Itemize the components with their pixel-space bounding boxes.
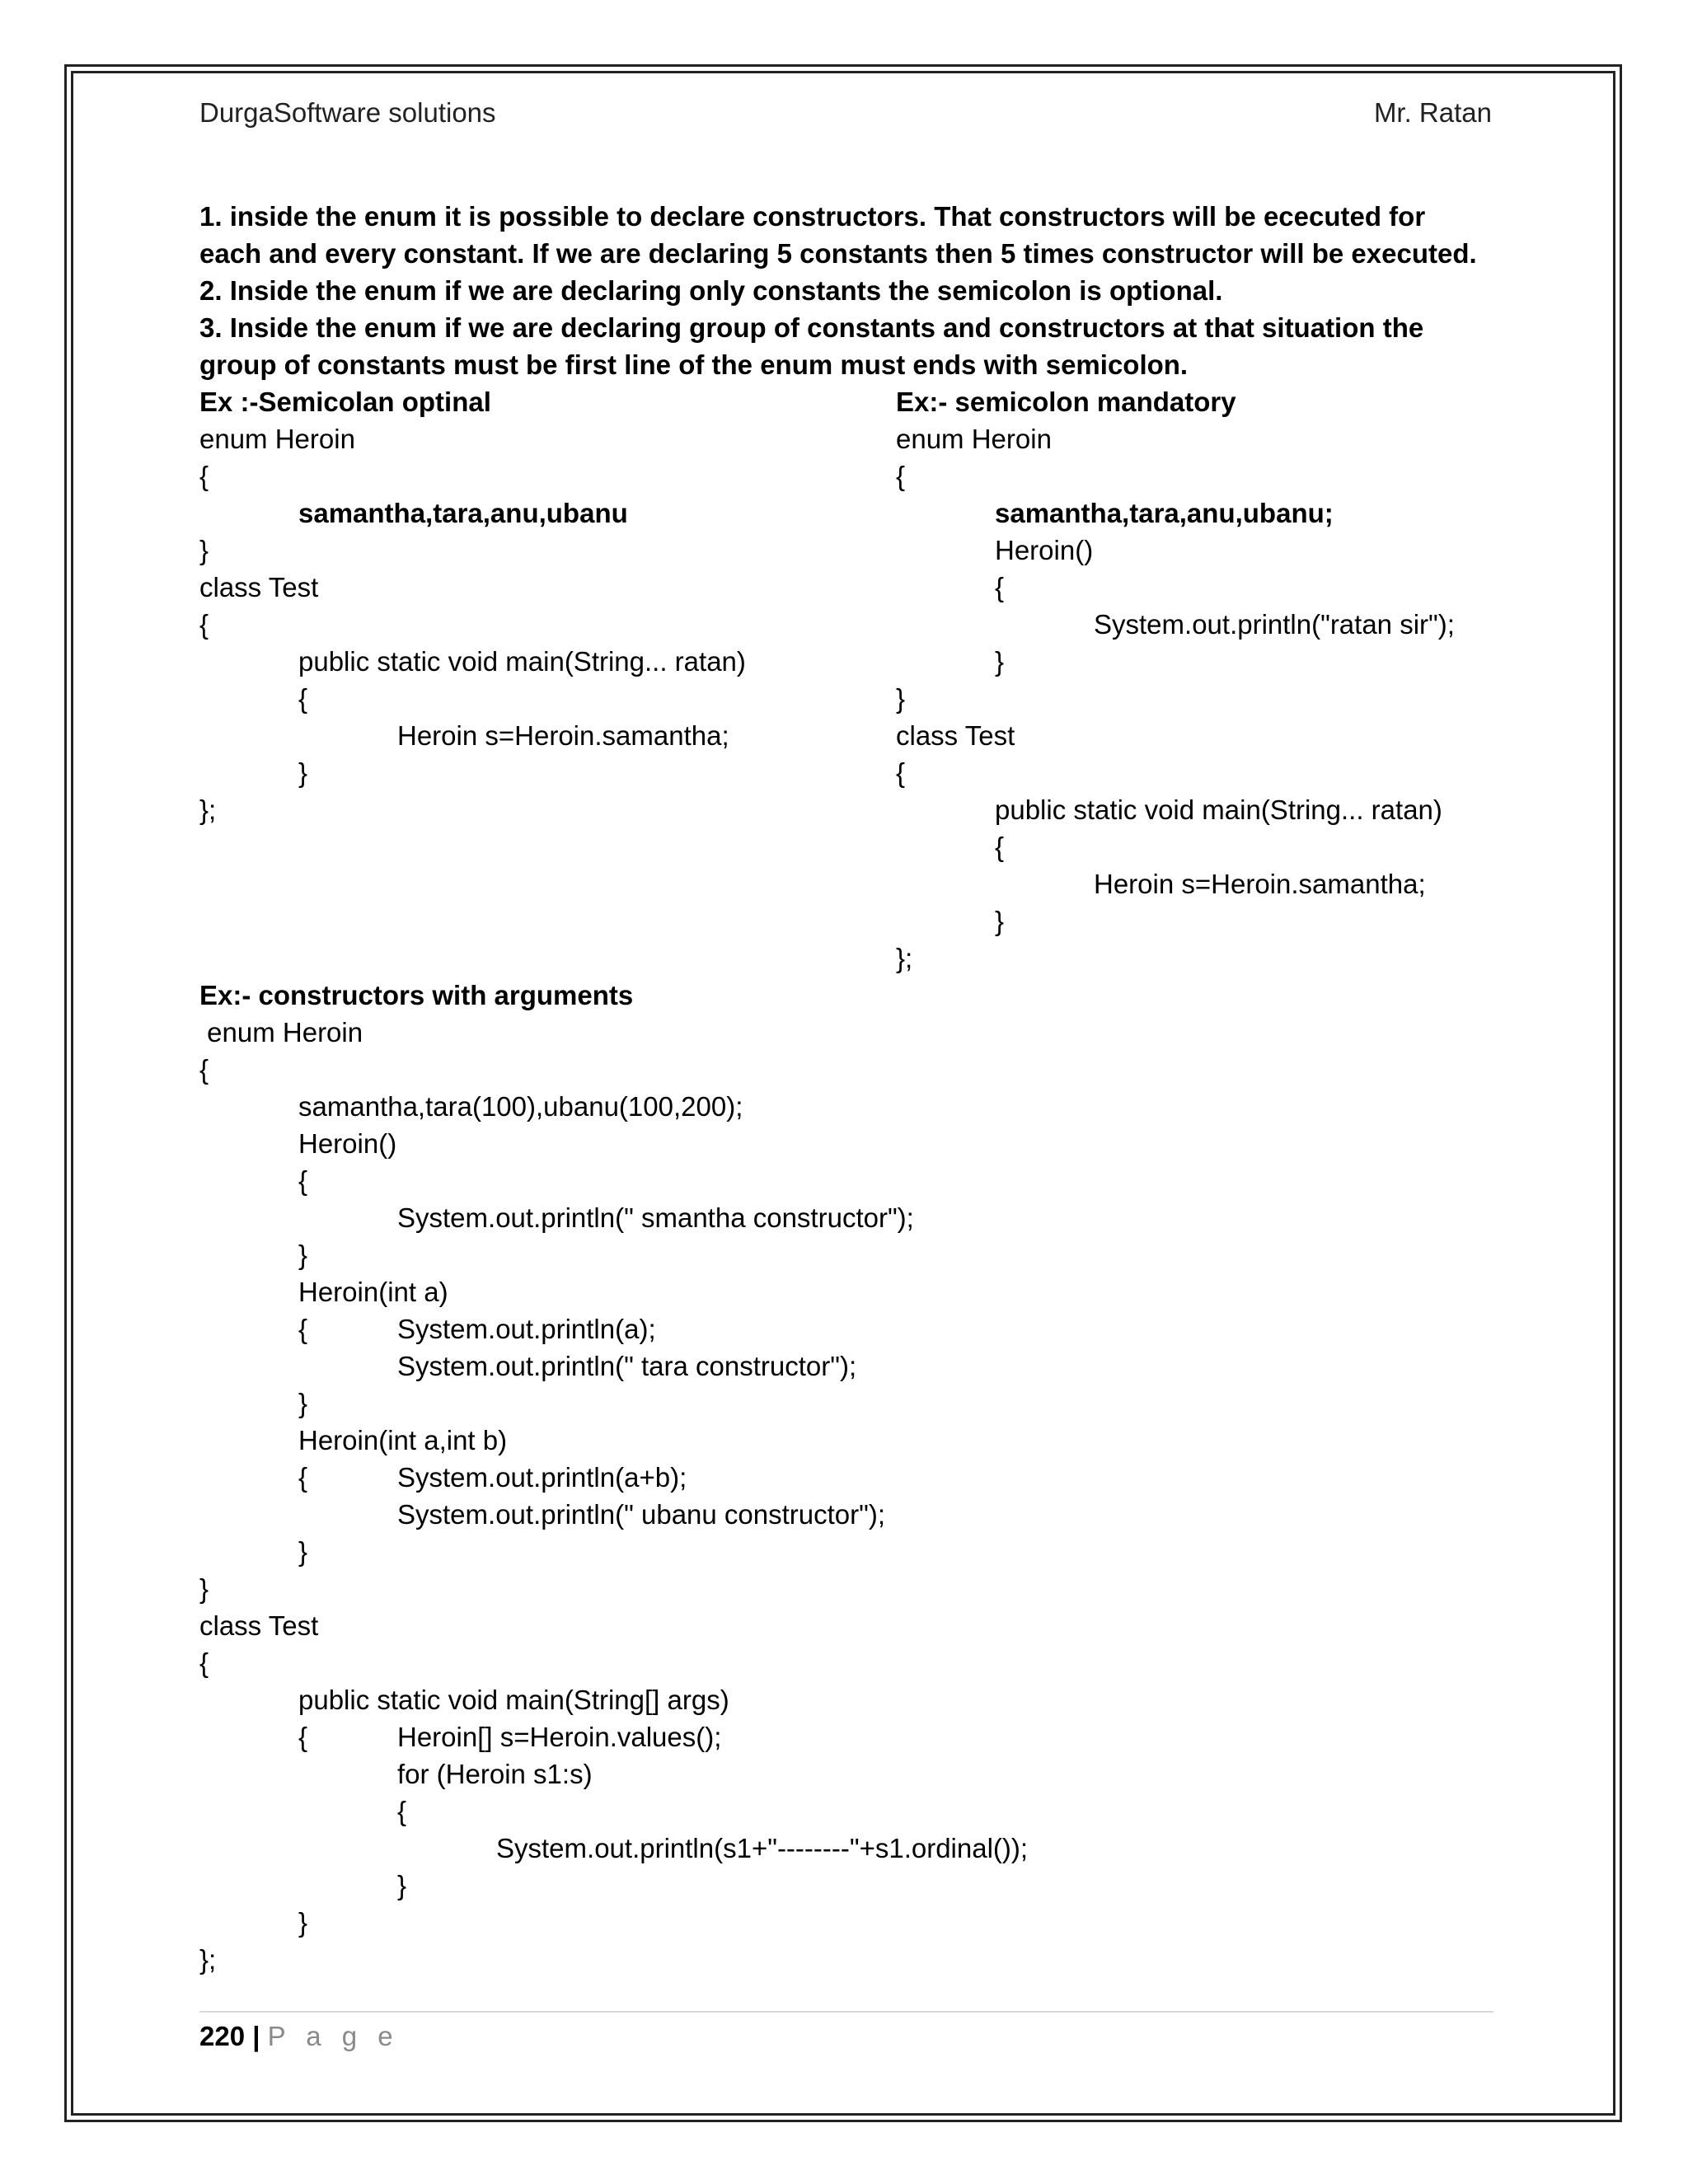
- code-brace: {: [298, 1462, 308, 1493]
- code-line: [896, 606, 1455, 643]
- code-text: {: [995, 572, 1005, 602]
- code-text: }: [298, 1388, 308, 1418]
- code-text: {: [298, 683, 308, 714]
- code-line: [896, 865, 1455, 902]
- code-text: System.out.println("ratan sir");: [1094, 609, 1455, 640]
- code-text: {: [199, 461, 209, 491]
- code-line: [199, 1347, 1493, 1385]
- code-text: System.out.println(" smantha constructor");: [397, 1202, 914, 1233]
- code-line: [199, 1830, 1493, 1867]
- code-line: [896, 791, 1455, 828]
- example-semicolon-optional: [199, 383, 746, 828]
- code-text: }: [298, 1240, 308, 1270]
- code-line: [896, 902, 1455, 940]
- code-text: enum Heroin: [896, 424, 1052, 454]
- code-text: }: [199, 1573, 209, 1604]
- code-text: Heroin(): [298, 1128, 397, 1159]
- rule-1: 1. inside the enum it is possible to declare constructors. That constructors will be ececuted for each and every constant. If we are declaring 5 constants then 5 times constructor will be executed.: [199, 201, 1477, 269]
- code-line: [199, 1199, 1493, 1236]
- code-line: [199, 1459, 1493, 1496]
- code-line: [199, 1793, 1493, 1830]
- example-heading: Ex :-Semicolan optinal: [199, 387, 491, 417]
- code-line: [199, 791, 746, 828]
- code-text: class Test: [199, 1610, 319, 1641]
- code-text: class Test: [896, 720, 1015, 751]
- code-text: Heroin s=Heroin.samantha;: [397, 720, 729, 751]
- code-line: [199, 606, 746, 643]
- code-text: Heroin(int a,int b): [298, 1425, 508, 1455]
- footer-divider: [199, 2011, 1493, 2013]
- code-text: {: [896, 757, 906, 788]
- code-line: [199, 1607, 1493, 1644]
- code-line: [199, 1162, 1493, 1199]
- code-line: [896, 828, 1455, 865]
- code-line: [199, 569, 746, 606]
- code-line: [896, 532, 1455, 569]
- rule-2: 2. Inside the enum if we are declaring only constants the semicolon is optional.: [199, 275, 1223, 306]
- code-line: [199, 643, 746, 680]
- code-text: samantha,tara,anu,ubanu: [298, 498, 628, 528]
- code-line: [199, 1273, 1493, 1310]
- code-line: [199, 532, 746, 569]
- code-text: }: [995, 906, 1005, 936]
- code-line: [199, 1088, 1493, 1125]
- code-text: for (Heroin s1:s): [397, 1759, 593, 1789]
- code-text: }: [298, 1536, 308, 1567]
- code-line: [896, 643, 1455, 680]
- code-text: Heroin(): [995, 535, 1094, 565]
- code-line: [199, 1718, 1493, 1755]
- header-company: DurgaSoftware solutions: [199, 97, 496, 128]
- code-text: System.out.println(a+b);: [397, 1462, 687, 1493]
- code-line: [199, 1533, 1493, 1570]
- code-text: }: [397, 1870, 407, 1900]
- code-line: [199, 494, 746, 532]
- page-number: 220: [199, 2021, 246, 2051]
- code-text: System.out.println(" ubanu constructor");: [397, 1499, 886, 1530]
- code-text: {: [896, 461, 906, 491]
- code-line: [199, 1681, 1493, 1718]
- code-text: {: [995, 832, 1005, 862]
- code-line: [199, 1867, 1493, 1904]
- code-text: }: [896, 683, 906, 714]
- code-line: [199, 1125, 1493, 1162]
- code-line: [199, 1904, 1493, 1941]
- code-text: Heroin[] s=Heroin.values();: [397, 1722, 722, 1752]
- example-heading: Ex:- semicolon mandatory: [896, 387, 1236, 417]
- code-line: [896, 680, 1455, 717]
- code-text: enum Heroin: [199, 1017, 363, 1047]
- rule-3: 3. Inside the enum if we are declaring group of constants and constructors at that situation the group of constants must be first line of the enum must ends with semicolon.: [199, 312, 1424, 380]
- examples-two-column: [199, 383, 1493, 977]
- code-text: }: [995, 646, 1005, 677]
- code-text: public static void main(String[] args): [298, 1685, 729, 1715]
- page-content: [199, 198, 1493, 1978]
- example-heading: Ex:- constructors with arguments: [199, 980, 634, 1010]
- code-line: [896, 717, 1455, 754]
- code-text: Heroin s=Heroin.samantha;: [1094, 869, 1426, 899]
- code-line: [199, 457, 746, 494]
- code-text: };: [199, 794, 217, 825]
- code-line: [896, 569, 1455, 606]
- code-text: {: [199, 1054, 209, 1085]
- code-text: }: [298, 1907, 308, 1938]
- example-semicolon-mandatory: [896, 383, 1455, 977]
- code-text: samantha,tara,anu,ubanu;: [995, 498, 1334, 528]
- code-text: class Test: [199, 572, 319, 602]
- code-line: [199, 1941, 1493, 1978]
- code-text: {: [298, 1165, 308, 1196]
- code-text: Heroin(int a): [298, 1277, 448, 1307]
- code-brace: {: [298, 1314, 308, 1344]
- code-line: [199, 1570, 1493, 1607]
- code-text: public static void main(String... ratan): [995, 794, 1442, 825]
- code-text: }: [199, 535, 209, 565]
- header-author: Mr. Ratan: [1373, 97, 1492, 128]
- code-line: [199, 1310, 1493, 1347]
- code-line: [896, 457, 1455, 494]
- code-line: [199, 1051, 1493, 1088]
- code-text: samantha,tara(100),ubanu(100,200);: [298, 1091, 743, 1122]
- code-line: [199, 680, 746, 717]
- code-brace: {: [298, 1722, 308, 1752]
- code-text: };: [199, 1944, 217, 1975]
- code-line: [199, 1422, 1493, 1459]
- code-line: [199, 1014, 1493, 1051]
- code-text: }: [298, 757, 308, 788]
- code-line: [896, 940, 1455, 977]
- page-label: P a g e: [267, 2021, 400, 2051]
- code-line: [199, 420, 746, 457]
- code-line: [199, 754, 746, 791]
- example-constructors-with-arguments: [199, 977, 1493, 1978]
- code-text: {: [397, 1796, 407, 1826]
- code-line: [896, 494, 1455, 532]
- code-line: [199, 717, 746, 754]
- page-footer: [199, 2018, 400, 2055]
- code-text: {: [199, 1647, 209, 1678]
- code-line: [199, 1755, 1493, 1793]
- code-text: System.out.println(s1+"--------"+s1.ordinal());: [496, 1833, 1029, 1863]
- code-line: [199, 1236, 1493, 1273]
- code-text: public static void main(String... ratan): [298, 646, 746, 677]
- footer-separator: |: [252, 2021, 260, 2051]
- code-text: {: [199, 609, 209, 640]
- code-line: [896, 420, 1455, 457]
- code-text: };: [896, 943, 913, 973]
- code-text: System.out.println(" tara constructor");: [397, 1351, 857, 1381]
- code-line: [199, 1496, 1493, 1533]
- code-line: [199, 1644, 1493, 1681]
- code-text: enum Heroin: [199, 424, 355, 454]
- code-line: [896, 754, 1455, 791]
- code-text: System.out.println(a);: [397, 1314, 656, 1344]
- code-line: [199, 1385, 1493, 1422]
